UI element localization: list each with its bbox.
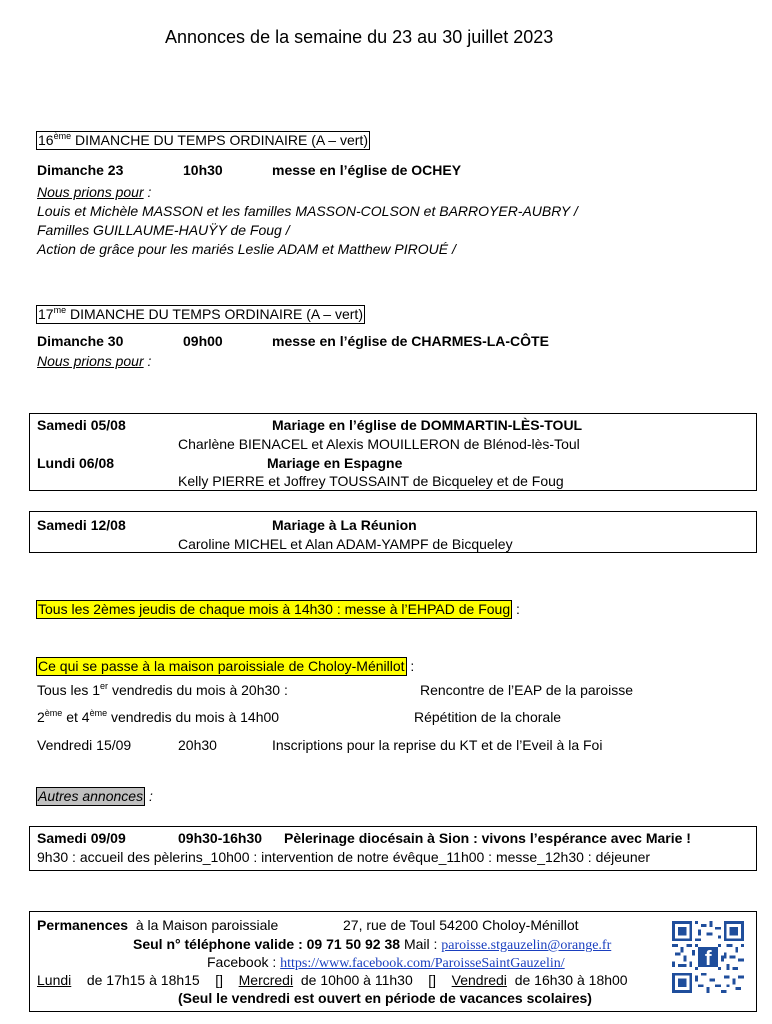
sunday2-mass: messe en l’église de CHARMES-LA-CÔTE [272,333,549,349]
sunday1-time: 10h30 [183,162,223,178]
footer-line3: Facebook : https://www.facebook.com/ParoisseSaintGauzelin/ [207,954,565,971]
footer-hours: Lundi de 17h15 à 18h15 [] Mercredi de 10h00 à 11h30 [] Vendredi de 16h30 à 18h00 [37,972,628,988]
intention-line: Action de grâce pour les mariés Leslie ADAM et Matthew PIROUÉ / [37,241,456,257]
wedding2-day: Lundi 06/08 [37,455,115,471]
sunday2-time: 09h00 [183,333,223,349]
maison-line2-event: Répétition de la chorale [414,709,562,725]
maison-heading: Ce qui se passe à la maison paroissiale de Choloy-Ménillot : [38,658,415,674]
wedding1-day: Samedi 05/08 [37,417,126,433]
pilgrimage-event: Pèlerinage diocésain à Sion : vivons l’espérance avec Marie ! [284,830,691,846]
email-link[interactable]: paroisse.stgauzelin@orange.fr [441,938,612,953]
autres-heading: Autres annonces : [38,788,153,804]
maison-line3-event: Inscriptions pour la reprise du KT et de l’Eveil à la Foi [272,737,603,753]
wedding3-day: Samedi 12/08 [37,517,126,533]
intention-line: Louis et Michèle MASSON et les familles MASSON-COLSON et BARROYER-AUBRY / [37,203,578,219]
qr-code-icon[interactable] [672,921,744,993]
svg-text:f: f [704,947,712,970]
footer-note: (Seul le vendredi est ouvert en période de vacances scolaires) [178,990,592,1006]
ehpad-line: Tous les 2èmes jeudis de chaque mois à 14h30 : messe à l’EHPAD de Foug : [38,601,520,617]
page-title: Annonces de la semaine du 23 au 30 juillet 2023 [165,27,554,47]
sunday1-day: Dimanche 23 [37,162,124,178]
sunday2-day: Dimanche 30 [37,333,124,349]
wedding1-couple: Charlène BIENACEL et Alexis MOUILLERON de Blénod-lès-Toul [178,436,580,452]
maison-line3-time: 20h30 [178,737,217,753]
footer-line1: Permanences à la Maison paroissiale [37,917,279,933]
pilgrimage-time: 09h30-16h30 [178,830,263,846]
footer-address: 27, rue de Toul 54200 Choloy-Ménillot [343,917,579,933]
pilgrimage-day: Samedi 09/09 [37,830,126,846]
maison-highlight: Ce qui se passe à la maison paroissiale de Choloy-Ménillot [38,658,405,674]
wedding2-event: Mariage en Espagne [267,455,403,471]
maison-line2: 2ème et 4ème vendredis du mois à 14h00 [37,708,280,725]
sunday1-mass: messe en l’église de OCHEY [272,162,462,178]
sunday1-heading: 16ème DIMANCHE DU TEMPS ORDINAIRE (A – vert) [38,131,368,148]
wedding1-event: Mariage en l’église de DOMMARTIN-LÈS-TOUL [272,417,583,433]
maison-line1-event: Rencontre de l’EAP de la paroisse [420,682,633,698]
sunday2-pray: Nous prions pour : [37,353,152,369]
wedding2-couple: Kelly PIERRE et Joffrey TOUSSAINT de Bicqueley et de Foug [178,473,564,489]
sunday2-heading: $17^{me}$ DIMANCHE DU TEMPS ORDINAIRE (A – vert) [38,305,363,322]
maison-line3-day: Vendredi 15/09 [37,737,132,753]
intention-line: Familles GUILLAUME-HAUŸY de Foug / [37,222,290,238]
footer-line2: Seul n° téléphone valide : 09 71 50 92 38 Mail : paroisse.stgauzelin@orange.fr [133,936,612,953]
autres-highlight: Autres annonces [38,788,144,804]
maison-line1: Tous les 1er vendredis du mois à 20h30 : [37,681,288,698]
ehpad-highlight: Tous les 2èmes jeudis de chaque mois à 14h30 : messe à l’EHPAD de Foug [38,601,511,617]
sunday1-pray: Nous prions pour : [37,184,152,200]
wedding3-event: Mariage à La Réunion [272,517,417,533]
facebook-link[interactable]: https://www.facebook.com/ParoisseSaintGauzelin/ [280,956,565,971]
wedding3-couple: Caroline MICHEL et Alan ADAM-YAMPF de Bicqueley [178,536,513,552]
pilgrimage-detail: 9h30 : accueil des pèlerins_10h00 : intervention de notre évêque_11h00 : messe_12h30 : déjeuner [37,849,651,865]
